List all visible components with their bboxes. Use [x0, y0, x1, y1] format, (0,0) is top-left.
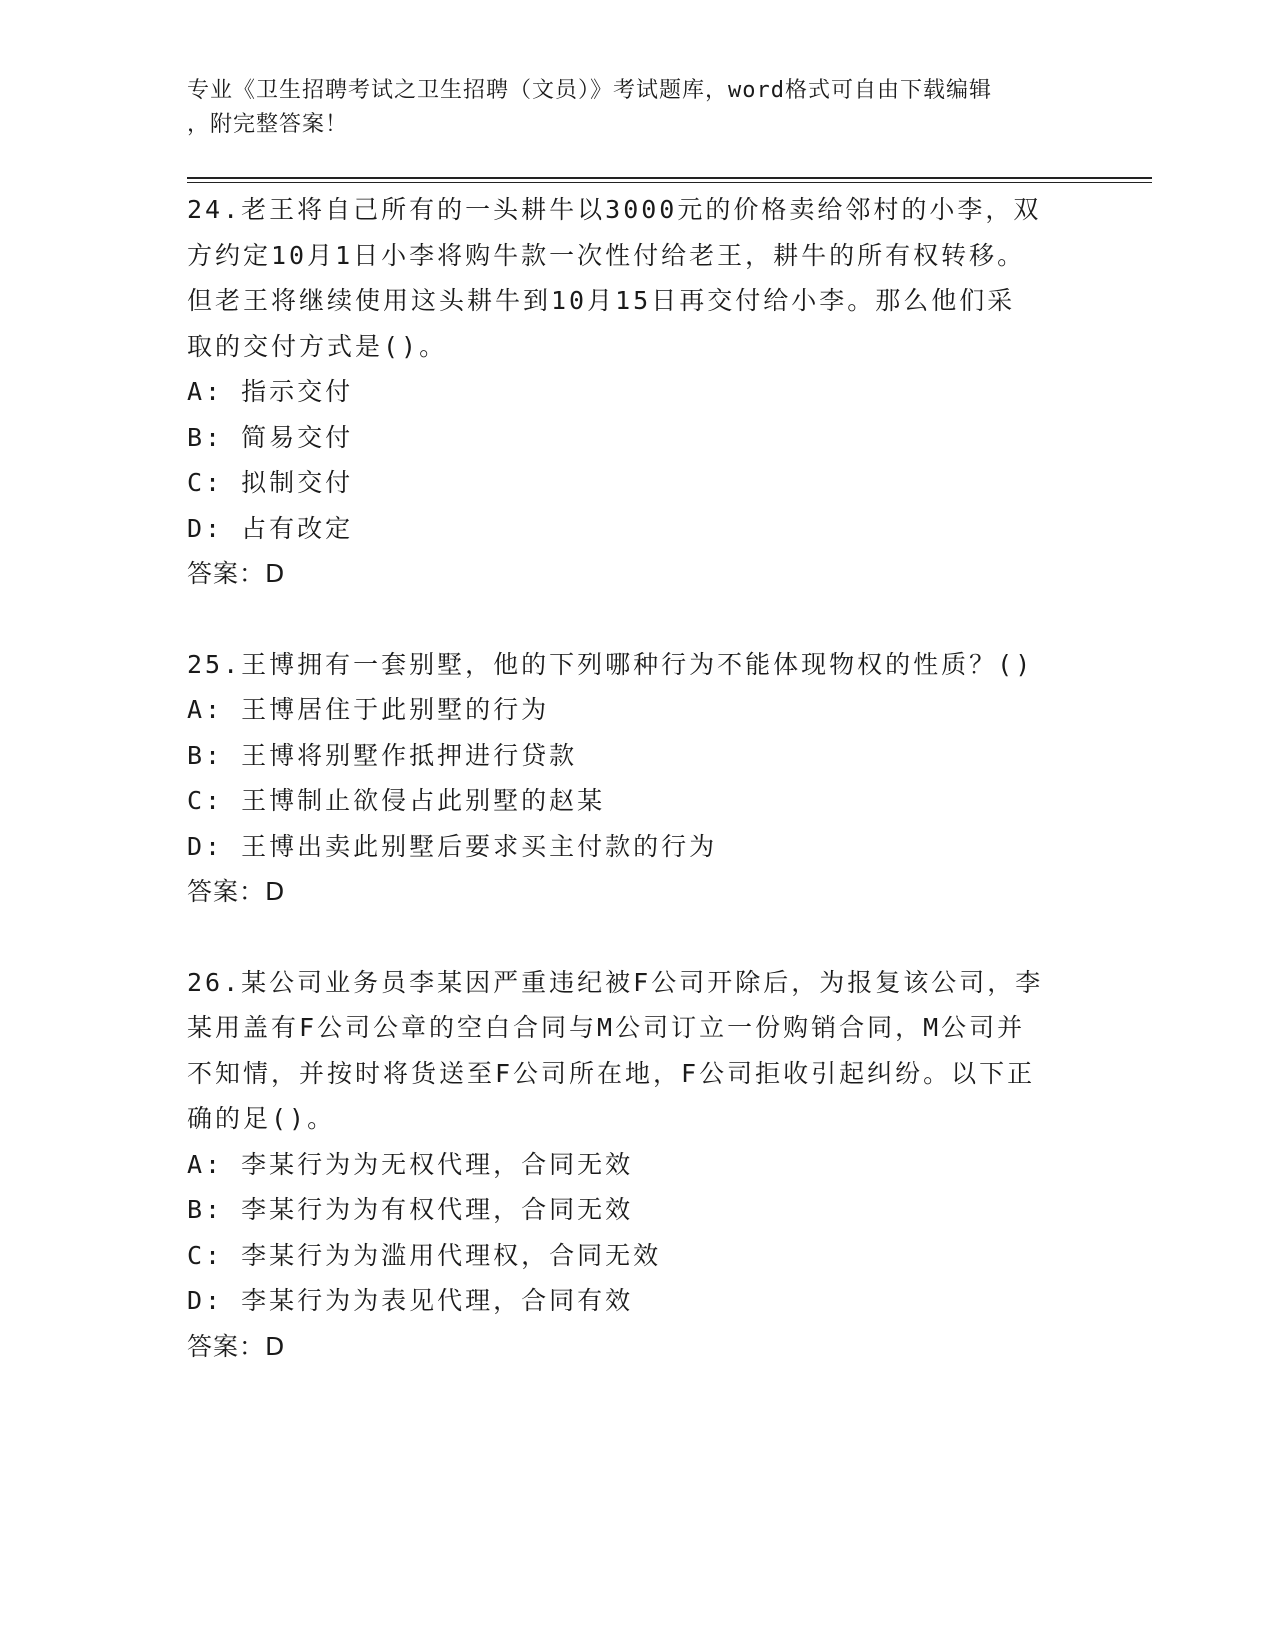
question-stem: [187, 642, 1087, 688]
option-c: C: 拟制交付: [187, 468, 354, 497]
header-divider-thin: [187, 182, 1152, 183]
stem-line: 某用盖有F公司公章的空白合同与M公司订立一份购销合同，M公司并: [187, 1013, 1026, 1042]
question-25: [187, 642, 1087, 915]
stem-line: 确的足()。: [187, 1104, 336, 1133]
stem-line: 方约定10月1日小李将购牛款一次性付给老王，耕牛的所有权转移。: [187, 240, 1026, 270]
stem-line: 取的交付方式是()。: [187, 331, 448, 361]
question-24: [187, 187, 1087, 597]
stem-line: 26.某公司业务员李某因严重违纪被F公司开除后，为报复该公司，李: [187, 967, 1044, 997]
answer-label: 答案：D: [187, 1331, 286, 1361]
option-c: C: 李某行为为滥用代理权，合同无效: [187, 1240, 662, 1270]
option-d: D: 李某行为为表见代理，合同有效: [187, 1286, 634, 1315]
header-line-2: ，附完整答案！: [187, 112, 349, 137]
option-b: B: 简易交付: [187, 422, 354, 452]
option-c: C: 王博制止欲侵占此别墅的赵某: [187, 786, 606, 815]
answer-label: 答案：D: [187, 877, 286, 906]
stem-line: 25.王博拥有一套别墅，他的下列哪种行为不能体现物权的性质？(): [187, 649, 1034, 679]
option-b: B: 王博将别墅作抵押进行贷款: [187, 740, 578, 770]
stem-line: 不知情，并按时将货送至F公司所在地，F公司拒收引起纠纷。以下正: [187, 1058, 1036, 1088]
question-26: [187, 960, 1087, 1370]
option-d: D: 占有改定: [187, 513, 354, 543]
stem-line: 24.老王将自己所有的一头耕牛以3000元的价格卖给邻村的小李，双: [187, 195, 1042, 224]
option-b: B: 李某行为为有权代理，合同无效: [187, 1195, 634, 1224]
question-stem: [187, 960, 1087, 1142]
option-d: D: 王博出卖此别墅后要求买主付款的行为: [187, 831, 718, 861]
header-divider-thick: [187, 177, 1152, 179]
question-stem: [187, 187, 1087, 369]
question-list: [187, 187, 1087, 1414]
document-header: [187, 74, 1087, 142]
option-a: A: 王博居住于此别墅的行为: [187, 695, 550, 724]
answer-label: 答案：D: [187, 559, 286, 588]
option-a: A: 李某行为为无权代理，合同无效: [187, 1149, 634, 1179]
option-a: A: 指示交付: [187, 377, 354, 406]
header-line-1: 专业《卫生招聘考试之卫生招聘（文员）》考试题库，word格式可自由下载编辑: [187, 78, 992, 103]
stem-line: 但老王将继续使用这头耕牛到10月15日再交付给小李。那么他们采: [187, 286, 1016, 315]
